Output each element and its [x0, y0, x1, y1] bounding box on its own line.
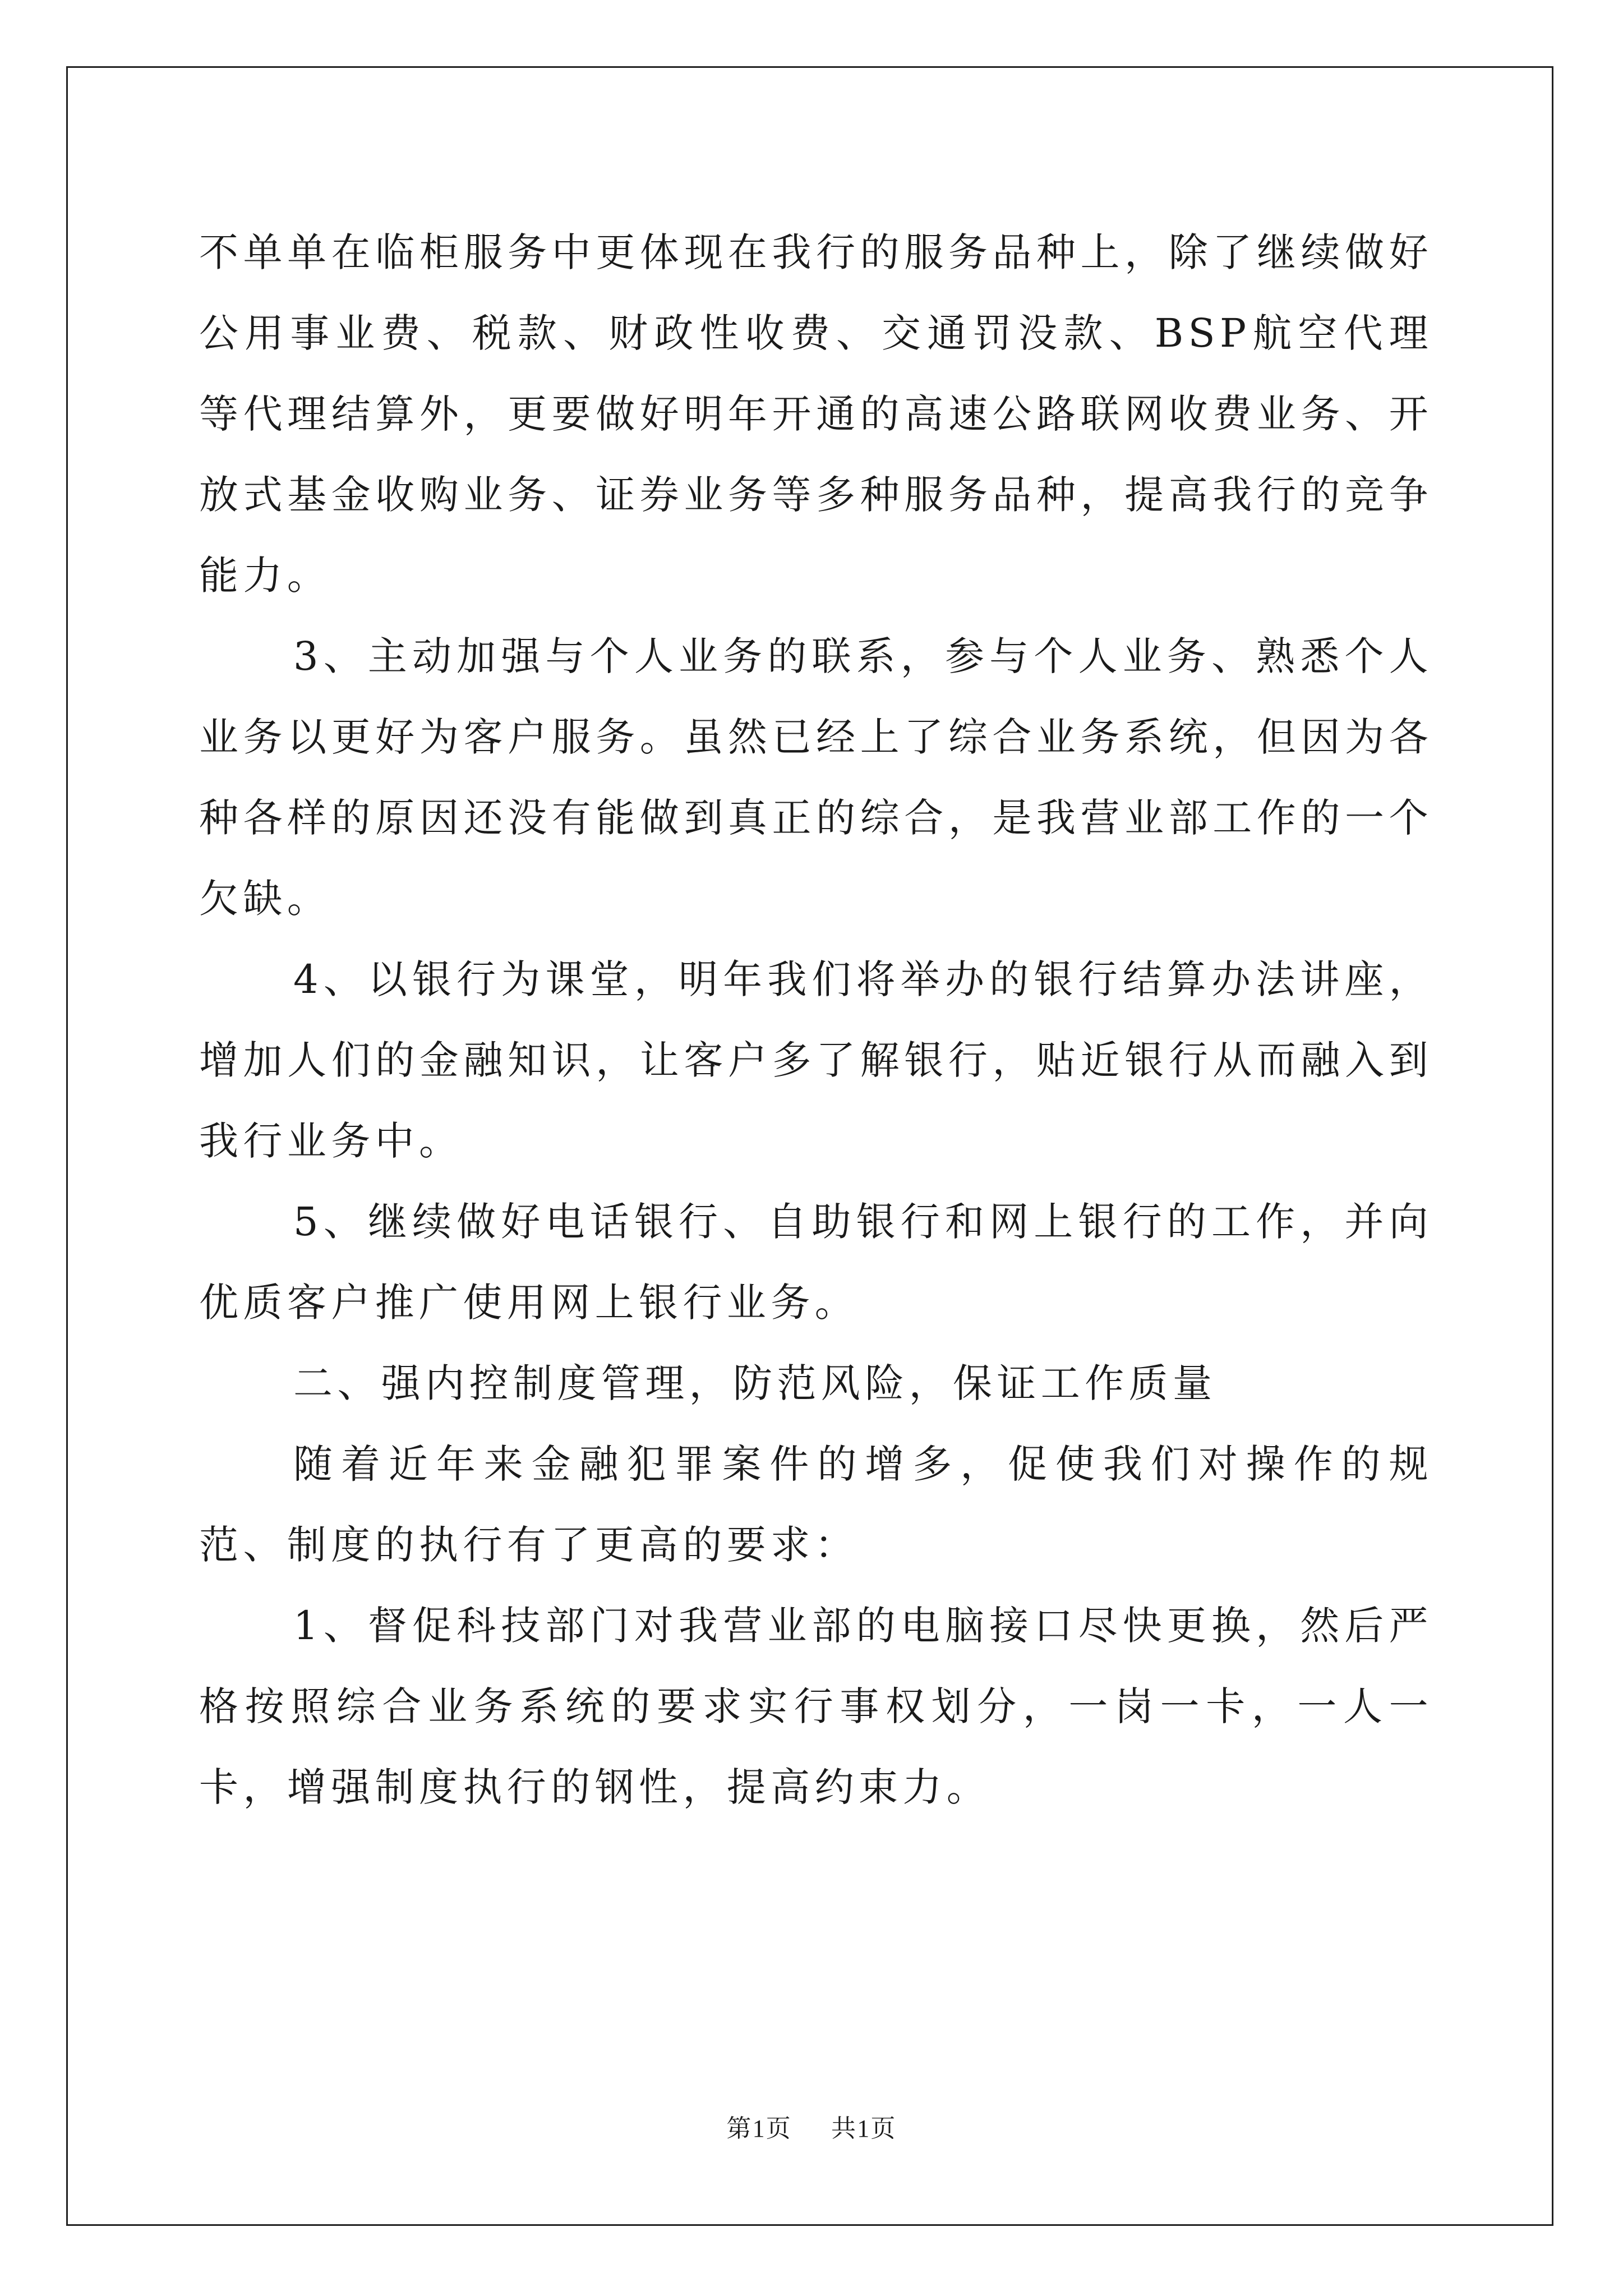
paragraph-item-3: 3、主动加强与个人业务的联系，参与个人业务、熟悉个人业务以更好为客户服务。虽然已经上了综合业务系统，但因为各种各样的原因还没有能做到真正的综合，是我营业部工作的一个欠缺。: [199, 633, 1433, 922]
page-number: 第1页: [726, 2115, 792, 2142]
page-footer: [0, 2108, 1623, 2144]
page-total: 共1页: [831, 2115, 897, 2142]
document-body: [199, 212, 1433, 1828]
paragraph-item-5: 5、继续做好电话银行、自助银行和网上银行的工作，并向优质客户推广使用网上银行业务。: [199, 1199, 1433, 1326]
paragraph-continuation: 不单单在临柜服务中更体现在我行的服务品种上，除了继续做好公用事业费、税款、财政性收费、交通罚没款、BSP航空代理等代理结算外，更要做好明年开通的高速公路联网收费业务、开放式基金收购业务、证券业务等多种服务品种，提高我行的竞争能力。: [199, 229, 1433, 599]
section-heading: 二、强内控制度管理，防范风险，保证工作质量: [293, 1360, 1217, 1406]
paragraph-item-1: 1、督促科技部门对我营业部的电脑接口尽快更换，然后严格按照综合业务系统的要求实行事权划分，一岗一卡，一人一卡，增强制度执行的钢性，提高约束力。: [199, 1603, 1433, 1810]
paragraph-item-4: 4、以银行为课堂，明年我们将举办的银行结算办法讲座，增加人们的金融知识，让客户多了解银行，贴近银行从而融入到我行业务中。: [199, 956, 1433, 1164]
paragraph-intro: 随着近年来金融犯罪案件的增多，促使我们对操作的规范、制度的执行有了更高的要求：: [199, 1441, 1433, 1568]
